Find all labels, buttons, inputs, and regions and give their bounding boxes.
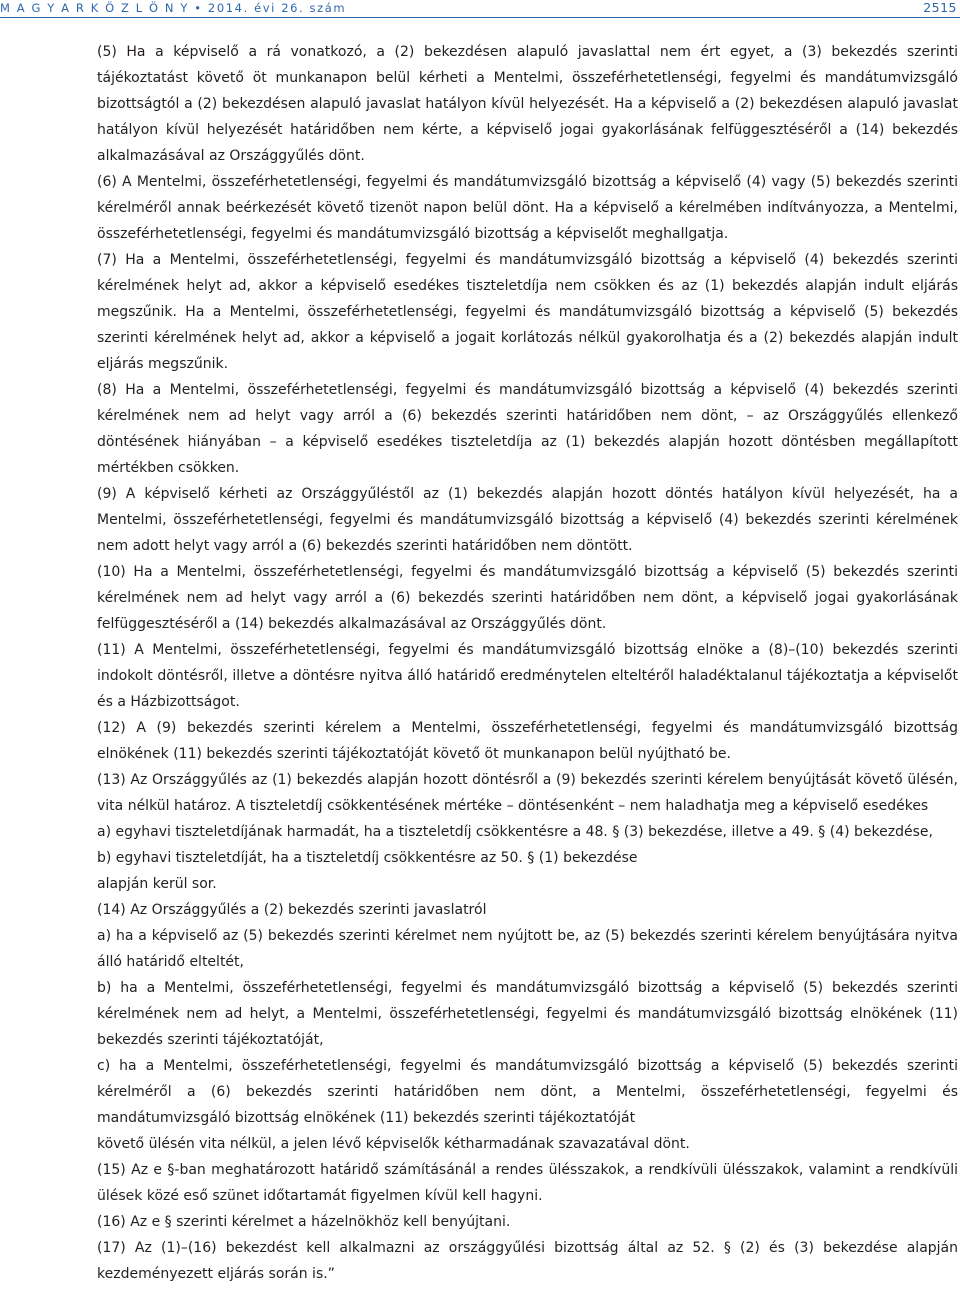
paragraph-7: (7) Ha a Mentelmi, összeférhetetlenségi, fegyelmi és mandátumvizsgáló bizottság a képviselő (4) bekezdés szerinti kérelmének helyt ad, akkor a képviselő esedékes tiszteletdíja nem csökken és az (1) bekezdés alapján indult eljárás megszűnik. Ha a Mentelmi, összeférhetetlenségi, fegyelmi és mandátumvizsgáló bizottság a képviselő (5) bekezdés szerinti kérelmének helyt ad, akkor a képviselő a jogait korlátozás nélkül gyakorolhatja és a (2) bekezdés alapján indult eljárás megszűnik.: [97, 252, 958, 372]
paragraph-8: (8) Ha a Mentelmi, összeférhetetlenségi, fegyelmi és mandátumvizsgáló bizottság a képviselő (4) bekezdés szerinti kérelmének nem ad helyt vagy arról a (6) bekezdés szerinti határidőben nem dönt, – az Országgyűlés ellenkező döntésének hiányában – a képviselő esedékes tiszteletdíja az (1) bekezdés alapján hozott döntésben megállapított mértékben csökken.: [97, 382, 958, 476]
paragraph-13-closing: alapján kerül sor.: [97, 876, 217, 892]
paragraph-14-point-a: a) ha a képviselő az (5) bekezdés szerinti kérelmet nem nyújtott be, az (5) bekezdés szerinti kérelem benyújtására nyitva álló határidő elteltét,: [97, 928, 958, 970]
paragraph-14: (14) Az Országgyűlés a (2) bekezdés szerinti javaslatról: [97, 902, 487, 918]
header-rule: [0, 17, 960, 18]
paragraph-10: (10) Ha a Mentelmi, összeférhetetlenségi, fegyelmi és mandátumvizsgáló bizottság a képviselő (5) bekezdés szerinti kérelmének nem ad helyt vagy arról a (6) bekezdés szerinti határidőben nem dönt, a képviselő jogai gyakorlásának felfüggesztéséről a (14) bekezdés alkalmazásával az Országgyűlés dönt.: [97, 564, 958, 632]
paragraph-5: (5) Ha a képviselő a rá vonatkozó, a (2) bekezdésen alapuló javaslattal nem ért egyet, a (3) bekezdés szerinti tájékoztatást követő öt munkanapon belül kérheti a Mentelmi, összeférhetetlenségi, fegyelmi és mandátumvizsgáló bizottságtól a (2) bekezdésen alapuló javaslat hatályon kívül helyezését. Ha a képviselő a (2) bekezdésen alapuló javaslat hatályon kívül helyezését határidőben nem kérte, a képviselő jogai gyakorlásának felfüggesztéséről a (14) bekezdés alkalmazásával az Országgyűlés dönt.: [97, 44, 958, 164]
paragraph-12: (12) A (9) bekezdés szerinti kérelem a Mentelmi, összeférhetetlenségi, fegyelmi és mandátumvizsgáló bizottság elnökének (11) bekezdés szerinti tájékoztatóját követő öt munkanapon belül nyújtható be.: [97, 720, 958, 762]
paragraph-13-point-a: a) egyhavi tiszteletdíjának harmadát, ha a tiszteletdíj csökkentésre a 48. § (3) bekezdése, illetve a 49. § (4) bekezdése,: [97, 824, 933, 840]
paragraph-6: (6) A Mentelmi, összeférhetetlenségi, fegyelmi és mandátumvizsgáló bizottság a képviselő (4) vagy (5) bekezdés szerinti kérelméről annak beérkezését követő tizenöt napon belül dönt. Ha a képviselő a kérelmében indítványozza, a Mentelmi, összeférhetetlenségi, fegyelmi és mandátumvizsgáló bizottság a képviselőt meghallgatja.: [97, 174, 958, 242]
page-header: [0, 0, 960, 22]
paragraph-9: (9) A képviselő kérheti az Országgyűléstől az (1) bekezdés alapján hozott döntés hatályon kívül helyezését, ha a Mentelmi, összeférhetetlenségi, fegyelmi és mandátumvizsgáló bizottság a képviselő (4) bekezdés szerinti kérelmének nem adott helyt vagy arról a (6) bekezdés szerinti határidőben nem döntött.: [97, 486, 958, 554]
paragraph-14-closing: követő ülésén vita nélkül, a jelen lévő képviselők kétharmadának szavazatával dönt.: [97, 1136, 690, 1152]
paragraph-13-point-b: b) egyhavi tiszteletdíját, ha a tiszteletdíj csökkentésre az 50. § (1) bekezdése: [97, 850, 638, 866]
page-number: 2515: [923, 0, 957, 15]
document-body: [97, 39, 958, 1287]
paragraph-13: (13) Az Országgyűlés az (1) bekezdés alapján hozott döntésről a (9) bekezdés szerinti kérelem benyújtását követő ülésén, vita nélkül határoz. A tiszteletdíj csökkentésének mértéke – döntésenként – nem haladhatja meg a képviselő esedékes: [97, 772, 958, 814]
paragraph-15: (15) Az e §-ban meghatározott határidő számításánál a rendes ülésszakok, a rendkívüli ülésszakok, valamint a rendkívüli ülések közé eső szünet időtartamát figyelmen kívül kell hagyni.: [97, 1162, 958, 1204]
paragraph-14-point-c: c) ha a Mentelmi, összeférhetetlenségi, fegyelmi és mandátumvizsgáló bizottság a képviselő (5) bekezdés szerinti kérelméről a (6) bekezdés szerinti határidőben nem dönt, a Mentelmi, összeférhetetlenségi, fegyelmi és mandátumvizsgáló bizottság elnökének (11) bekezdés szerinti tájékoztatóját: [97, 1058, 958, 1126]
publication-title: M A G Y A R K Ö Z L Ö N Y • 2014. évi 26. szám: [0, 1, 347, 15]
paragraph-11: (11) A Mentelmi, összeférhetetlenségi, fegyelmi és mandátumvizsgáló bizottság elnöke a (8)–(10) bekezdés szerinti indokolt döntésről, illetve a döntésre nyitva álló határidő eredménytelen elteltéről haladéktalanul tájékoztatja a képviselőt és a Házbizottságot.: [97, 642, 958, 710]
paragraph-16: (16) Az e § szerinti kérelmet a házelnökhöz kell benyújtani.: [97, 1214, 511, 1230]
paragraph-14-point-b: b) ha a Mentelmi, összeférhetetlenségi, fegyelmi és mandátumvizsgáló bizottság a képviselő (5) bekezdés szerinti kérelmének nem ad helyt, a Mentelmi, összeférhetetlenségi, fegyelmi és mandátumvizsgáló bizottság elnökének (11) bekezdés szerinti tájékoztatóját,: [97, 980, 958, 1048]
paragraph-17: (17) Az (1)–(16) bekezdést kell alkalmazni az országgyűlési bizottság által az 52. § (2) és (3) bekezdése alapján kezdeményezett eljárás során is.”: [97, 1240, 958, 1282]
